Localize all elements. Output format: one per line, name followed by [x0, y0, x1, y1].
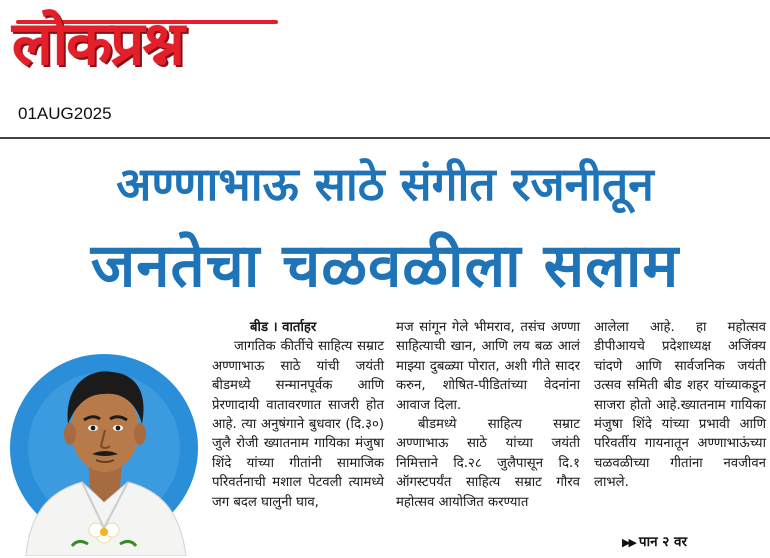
article-paragraph-1: जागतिक कीर्तीचे साहित्य सम्राट अण्णाभाऊ साठे यांची जयंती बीडमध्ये सन्मानपूर्वक आणि प्रेरणादायी वातावरणात साजरी होत आहे. त्या अनुषंगाने बुधवार (दि.३०) जुलै रोजी ख्यातनाम गायिका मंजुषा शिंदे यांच्या गीतांनी सामाजिक परिवर्तनाची मशाल पेटवली त्यामध्ये जग बदल घालुनी घाव,	[212, 339, 384, 510]
masthead	[12, 4, 292, 100]
article-column-2	[396, 318, 580, 512]
article-paragraph-4: आलेला आहे. हा महोत्सव डीपीआयचे प्रदेशाध्यक्ष अजिंक्य चांदणे आणि सार्वजनिक जयंती उत्सव समिती बीड शहर यांच्याकडून साजरा होतो आहे.ख्यातनाम गायिका मंजुषा शिंदे यांच्या प्रभावी आणि परिवर्तीय गायनातून अण्णाभाऊंच्या चळवळीच्या गीतांना नवजीवन लाभले.	[594, 320, 766, 491]
fast-forward-icon: ▶▶	[622, 536, 635, 549]
article-paragraph-3: बीडमध्ये साहित्य सम्राट अण्णाभाऊ साठे यांच्या जयंती निमित्ताने दि.२८ जुलैपासून दि.१ ऑगस्टपर्यंत साहित्य सम्राट गौरव महोत्सव आयोजित करण्यात	[396, 417, 580, 510]
article-column-1	[212, 318, 384, 512]
divider-rule	[0, 137, 770, 139]
headline-line-2: जनतेचा चळवळीला सलाम	[90, 231, 680, 301]
article-dateline: बीड । वार्ताहर	[250, 320, 317, 335]
continued-label: पान २ वर	[638, 534, 688, 550]
portrait-illustration	[8, 332, 204, 556]
continued-on-page	[622, 532, 687, 550]
article-column-3	[594, 318, 766, 493]
masthead-logo: लोकप्रश्न	[12, 9, 183, 79]
edition-date: 01AUG2025	[18, 104, 112, 123]
headline-line-1: अण्णाभाऊ साठे संगीत रजनीतून	[116, 157, 654, 211]
article-paragraph-2: मज सांगून गेले भीमराव, तसंच अण्णा साहित्याची खान, आणि लय बळ आलं माझ्या दुबळ्या पोरात, अशी गीते सादर करुन, शोषित-पीडितांच्या वेदनांना आवाज दिला.	[396, 320, 580, 413]
